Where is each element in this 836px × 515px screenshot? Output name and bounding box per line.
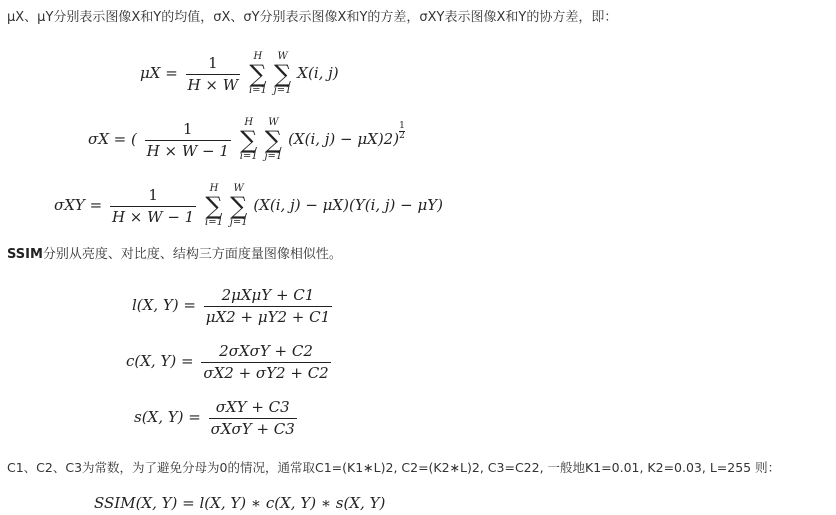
exponent-half: $\frac{1}{2}$ (399, 121, 405, 141)
contrast-formula (126, 342, 334, 382)
variance-rhs: (X(i, j) − μX)2) (288, 130, 400, 148)
ssim-description: 分别从亮度、对比度、结构三方面度量图像相似性。 (42, 247, 342, 262)
sum-over-i (205, 184, 223, 228)
sum-lower-j: j=1 (264, 151, 283, 162)
constants-paragraph: C1、C2、C3为常数，为了避免分母为0的情况，通常取C1=(K1∗L)2, C2=(K2∗L)2, C3=C22, 一般地K1=0.01, K2=0.03, L=255 则： (7, 460, 781, 475)
ssim-paragraph (7, 246, 342, 264)
mean-numerator: 1 (186, 54, 241, 75)
sum-over-j (264, 118, 282, 162)
sum-upper-W: W (233, 183, 244, 194)
sum-lower-i: i=1 (205, 217, 223, 228)
sigma-symbol: ∑ (205, 192, 223, 220)
structure-fraction (209, 398, 297, 438)
mean-formula (140, 52, 339, 96)
sum-lower-j: j=1 (229, 217, 248, 228)
sum-upper-W: W (268, 117, 279, 128)
covariance-lhs: σXY = (54, 196, 103, 214)
sum-upper-W: W (277, 51, 288, 62)
sum-over-i (249, 52, 267, 96)
ssim-final-formula: SSIM(X, Y) = l(X, Y) ∗ c(X, Y) ∗ s(X, Y) (94, 494, 386, 512)
intro-paragraph: μX、μY分别表示图像X和Y的均值，σX、σY分别表示图像X和Y的方差，σXY表示图像X和Y的协方差，即： (7, 10, 618, 25)
structure-formula (134, 398, 300, 438)
sigma-symbol: ∑ (230, 192, 248, 220)
sum-upper-H: H (209, 183, 219, 194)
covariance-numerator: 1 (110, 186, 196, 207)
mean-lhs: μX = (140, 64, 178, 82)
sigma-symbol: ∑ (249, 60, 267, 88)
covariance-formula (54, 184, 443, 228)
contrast-lhs: c(X, Y) = (126, 352, 194, 370)
sigma-symbol: ∑ (264, 126, 282, 154)
structure-lhs: s(X, Y) = (134, 408, 201, 426)
covariance-rhs: (X(i, j) − μX)(Y(i, j) − μY) (253, 196, 444, 214)
sum-lower-i: i=1 (248, 85, 267, 96)
variance-lhs: σX = ( (88, 130, 137, 148)
sum-over-j (230, 184, 248, 228)
covariance-fraction (110, 186, 196, 226)
luminance-numerator: 2μXμY + C1 (204, 286, 332, 307)
sum-over-i (240, 118, 258, 162)
sum-over-j (274, 52, 292, 96)
variance-numerator: 1 (145, 120, 231, 141)
variance-formula (88, 118, 405, 162)
sigma-symbol: ∑ (240, 126, 258, 154)
sum-lower-j: j=1 (273, 85, 292, 96)
luminance-denominator: μX2 + μY2 + C1 (205, 308, 331, 326)
covariance-denominator: H × W − 1 (111, 208, 195, 226)
contrast-denominator: σX2 + σY2 + C2 (203, 364, 329, 382)
contrast-numerator: 2σXσY + C2 (201, 342, 330, 363)
structure-numerator: σXY + C3 (209, 398, 297, 419)
sum-lower-i: i=1 (239, 151, 258, 162)
variance-denominator: H × W − 1 (146, 142, 229, 160)
sigma-symbol: ∑ (274, 60, 292, 88)
structure-denominator: σXσY + C3 (210, 420, 295, 438)
luminance-lhs: l(X, Y) = (132, 296, 196, 314)
luminance-fraction (204, 286, 332, 326)
variance-fraction (145, 120, 231, 160)
sum-upper-H: H (244, 117, 254, 128)
mean-rhs: X(i, j) (297, 64, 339, 82)
mean-denominator: H × W (187, 76, 239, 94)
mean-fraction (186, 54, 241, 94)
ssim-bold-term: SSIM (7, 247, 43, 262)
luminance-formula (132, 286, 335, 326)
sum-upper-H: H (253, 51, 263, 62)
contrast-fraction (201, 342, 330, 382)
